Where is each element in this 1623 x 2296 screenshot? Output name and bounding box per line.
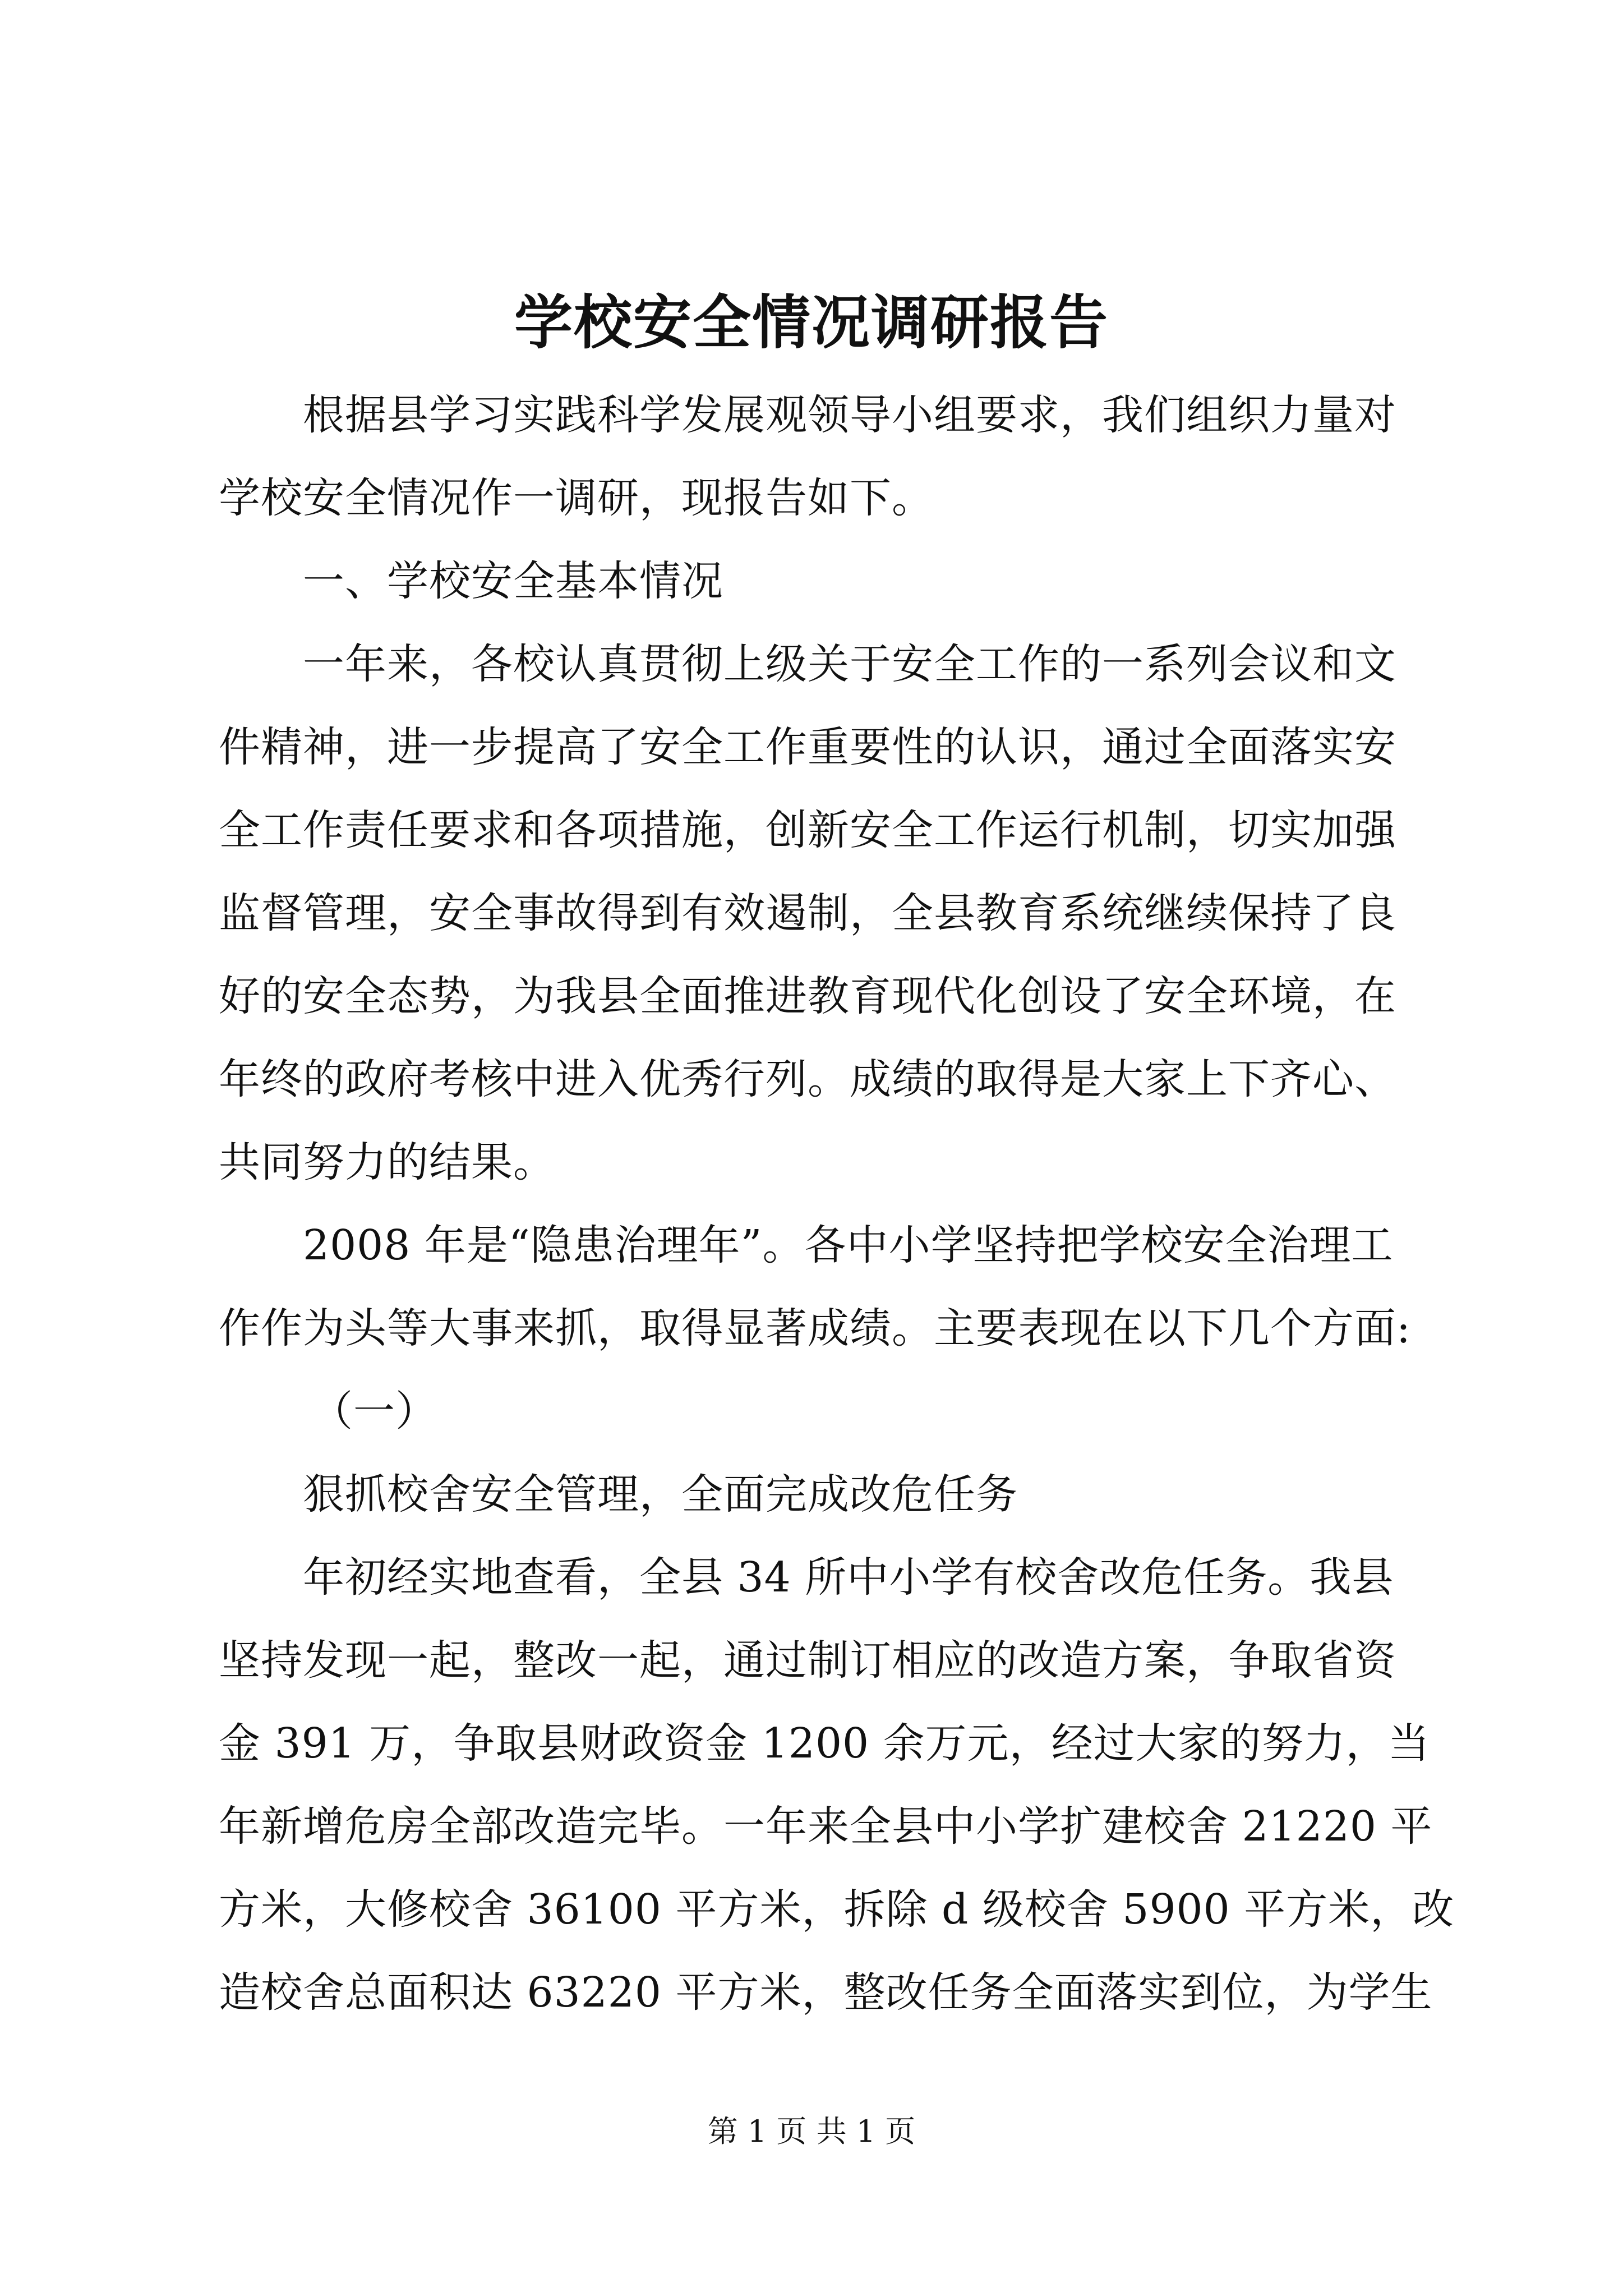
paragraph-line-6: 监督管理，安全事故得到有效遏制，全县教育系统继续保持了良 (219, 889, 1396, 937)
paragraph-line-2: 学校安全情况作一调研，现报告如下。 (219, 474, 934, 522)
paragraph-line-14: 金 391 万，争取县财政资金 1200 余万元，经过大家的努力，当 (219, 1719, 1430, 1768)
paragraph-line-5: 全工作责任要求和各项措施，创新安全工作运行机制，切实加强 (219, 806, 1396, 854)
paragraph-line-3: 一年来，各校认真贯彻上级关于安全工作的一系列会议和文 (303, 640, 1396, 688)
paragraph-line-16: 方米，大修校舍 36100 平方米，拆除 d 级校舍 5900 平方米，改 (219, 1885, 1455, 1934)
paragraph-line-7: 好的安全态势，为我县全面推进教育现代化创设了安全环境，在 (219, 972, 1396, 1020)
paragraph-line-9: 共同努力的结果。 (219, 1138, 555, 1186)
paragraph-line-15: 年新增危房全部改造完毕。一年来全县中小学扩建校舍 21220 平 (219, 1802, 1433, 1851)
document-title: 学校安全情况调研报告 (514, 288, 1109, 357)
paragraph-line-4: 件精神，进一步提高了安全工作重要性的认识，通过全面落实安 (219, 723, 1396, 771)
page-footer: 第 1 页 共 1 页 (707, 2114, 916, 2149)
paragraph-line-8: 年终的政府考核中进入优秀行列。成绩的取得是大家上下齐心、 (219, 1055, 1396, 1103)
paragraph-line-10: 2008 年是“隐患治理年”。各中小学坚持把学校安全治理工 (303, 1221, 1394, 1269)
paragraph-line-1: 根据县学习实践科学发展观领导小组要求，我们组织力量对 (303, 391, 1396, 439)
subsection-number: （一） (311, 1387, 437, 1435)
subsection-heading: 狠抓校舍安全管理，全面完成改危任务 (303, 1470, 1018, 1519)
paragraph-line-13: 坚持发现一起，整改一起，通过制订相应的改造方案，争取省资 (219, 1636, 1396, 1685)
section-heading-1: 一、学校安全基本情况 (303, 557, 723, 605)
paragraph-line-12: 年初经实地查看，全县 34 所中小学有校舍改危任务。我县 (303, 1553, 1394, 1602)
paragraph-line-17: 造校舍总面积达 63220 平方米，整改任务全面落实到位，为学生 (219, 1968, 1433, 2017)
paragraph-line-11: 作作为头等大事来抓，取得显著成绩。主要表现在以下几个方面: (219, 1304, 1411, 1352)
